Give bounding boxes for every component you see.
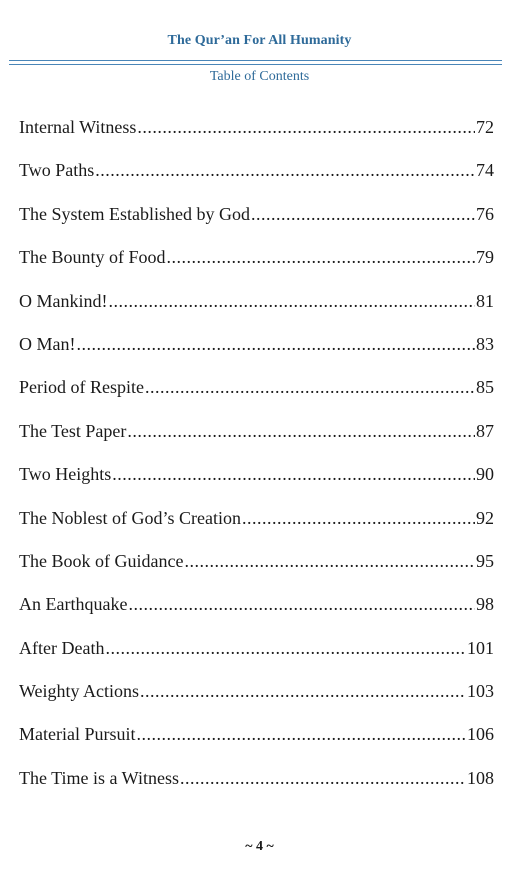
toc-entry-page: 85 [476,377,494,398]
toc-entry-page: 83 [476,333,494,354]
toc-dot-leader [242,503,475,533]
toc-entry-page: 90 [476,464,494,485]
table-of-contents [19,112,494,806]
toc-entry[interactable] [19,546,494,589]
toc-dot-leader [95,155,475,185]
toc-entry[interactable] [19,112,494,155]
toc-entry[interactable] [19,676,494,719]
toc-entry-title: Internal Witness [19,117,137,137]
toc-entry-page: 76 [476,203,494,224]
toc-dot-leader [105,633,466,663]
toc-entry-page: 87 [476,420,494,441]
toc-entry[interactable] [19,719,494,762]
toc-dot-leader [180,763,466,793]
toc-entry-page: 74 [476,160,494,181]
toc-dot-leader [112,459,475,489]
toc-entry-title: The Test Paper [19,420,127,441]
toc-entry-page: 79 [476,247,494,268]
toc-dot-leader [109,286,476,316]
toc-entry-title: The Noblest of God’s Creation [19,507,241,528]
toc-dot-leader [184,546,475,576]
toc-dot-leader [145,372,475,402]
toc-entry-title: The Bounty of Food [19,247,166,268]
toc-entry-title: The System Established by God [19,203,250,224]
header-rule-bottom [9,64,502,65]
toc-dot-leader [128,589,475,619]
toc-entry-title: Material Pursuit [19,724,136,745]
toc-entry-page: 108 [467,767,494,788]
toc-entry-title: An Earthquake [19,594,128,615]
toc-entry-page: 92 [476,507,494,528]
toc-entry[interactable] [19,589,494,632]
header-rule-top [9,60,502,61]
toc-dot-leader [137,112,475,142]
toc-entry[interactable] [19,763,494,806]
toc-dot-leader [167,242,476,272]
toc-entry-title: The Book of Guidance [19,550,184,571]
toc-entry-page: 95 [476,550,494,571]
toc-entry-title: Weighty Actions [19,681,140,702]
toc-entry-page: 81 [476,290,494,311]
toc-dot-leader [136,719,466,749]
toc-dot-leader [77,329,476,359]
toc-entry-title: After Death [19,637,105,658]
toc-entry-title: The Time is a Witness [19,767,179,788]
page-number: ~ 4 ~ [245,839,274,854]
toc-entry[interactable] [19,199,494,242]
toc-dot-leader [140,676,466,706]
toc-entry-title: O Man! [19,333,76,354]
section-title: Table of Contents [209,69,310,84]
toc-dot-leader [127,416,475,446]
toc-entry-title: Two Paths [19,160,95,181]
toc-entry[interactable] [19,329,494,372]
toc-entry-page: 101 [467,637,494,658]
toc-entry[interactable] [19,155,494,198]
toc-entry[interactable] [19,416,494,459]
toc-entry[interactable] [19,286,494,329]
toc-entry[interactable] [19,372,494,415]
toc-entry-page: 72 [476,117,494,137]
toc-entry[interactable] [19,503,494,546]
toc-entry-title: Period of Respite [19,377,144,398]
toc-entry-title: O Mankind! [19,290,108,311]
toc-entry-page: 98 [476,594,494,615]
toc-entry-page: 103 [467,681,494,702]
toc-entry[interactable] [19,633,494,676]
toc-entry-title: Two Heights [19,464,112,485]
toc-entry-page: 106 [467,724,494,745]
toc-entry[interactable] [19,242,494,285]
toc-entry[interactable] [19,459,494,502]
running-head: The Qur’an For All Humanity [167,33,352,48]
toc-dot-leader [251,199,475,229]
